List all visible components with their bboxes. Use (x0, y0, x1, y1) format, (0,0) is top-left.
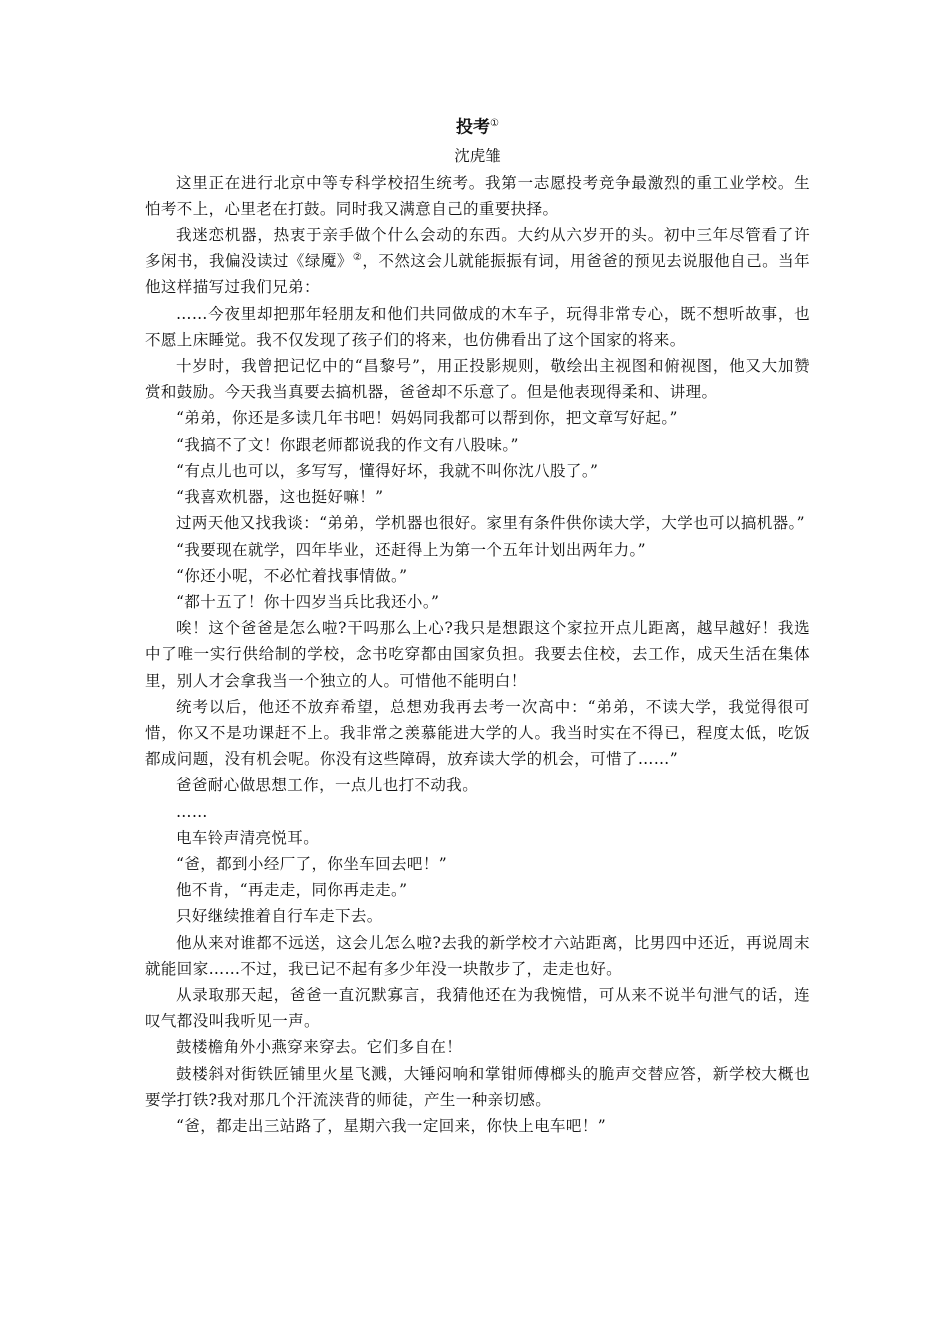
paragraph-2 (145, 222, 810, 301)
dialogue-line: “弟弟，你还是多读几年书吧！妈妈同我都可以帮到你，把文章写好起。” (176, 409, 678, 428)
paragraph-22: 从录取那天起，爸爸一直沉默寡言，我猜他还在为我惋惜，可从来不说半句泄气的话，连叹气都没叫我听见一声。 (145, 985, 810, 1031)
dialogue-line: “有点儿也可以，多写写，懂得好坏，我就不叫你沈八股了。” (176, 461, 599, 480)
footnote-mark-2: ② (352, 252, 363, 264)
paragraph-4: 十岁时，我曾把记忆中的“昌黎号”，用正投影规则，敬绘出主视图和俯视图，他又大加赞赏和鼓励。今天我当真要去搞机器，爸爸却不乐意了。但是他表现得柔和、讲理。 (145, 357, 810, 402)
title-footnote-mark: ① (490, 118, 499, 129)
paragraph-20: 只好继续推着自行车走下去。 (176, 907, 383, 926)
author-name: 沈虎雏 (454, 146, 501, 165)
paragraph-13: 唉！这个爸爸是怎么啦?干吗那么上心?我只是想跟这个家拉开点儿距离，越早越好！我选中了唯一实行供给制的学校，念书吃穿都由国家负担。我要去住校，去工作，成天生活在集体里，别人才会拿我当一个独立的人。可惜他不能明白！ (145, 619, 810, 690)
ellipsis-break: …… (176, 802, 208, 821)
paragraph-2-tail: ，不然这会儿就能振振有词，用爸爸的预见去说服他自己。当年他这样描写过我们兄弟： (145, 252, 811, 297)
paragraph-15: 爸爸耐心做思想工作，一点儿也打不动我。 (176, 776, 479, 795)
dialogue-line: “我搞不了文！你跟老师都说我的作文有八股味。” (176, 435, 519, 454)
paragraph-17: 电车铃声清亮悦耳。 (176, 828, 320, 847)
paragraph-14: 统考以后，他还不放弃希望，总想劝我再去考一次高中：“弟弟，不读大学，我觉得很可惜，你又不是功课赶不上。我非常之羡慕能进大学的人。我当时实在不得已，程度太低，吃饭都成问题，没有机会呢。你没有这些障碍，放弃读大学的机会，可惜了……” (145, 697, 810, 769)
title-text: 投考 (456, 117, 491, 138)
paragraph-21: 他从来对谁都不远送，这会儿怎么啦?去我的新学校才六站距离，比男四中还近，再说周末就能回家……不过，我已记不起有多少年没一块散步了，走走也好。 (145, 933, 810, 978)
paragraph-23: 鼓楼檐角外小燕穿来穿去。它们多自在！ (176, 1038, 463, 1057)
dialogue-line: “你还小呢，不必忙着找事情做。” (176, 566, 408, 585)
paragraph-2-head: 我迷恋机器，热衷于亲手做个什么会动的东西。大约从六岁开的头。初中三年尽管看了许多闲书，我偏没读过《绿魇》 (145, 226, 810, 271)
dialogue-line: “我要现在就学，四年毕业，还赶得上为第一个五年计划出两年力。” (176, 540, 647, 559)
article-title (145, 112, 810, 140)
dialogue-line: “爸，都到小经厂了，你坐车回去吧！” (176, 854, 448, 873)
dialogue-line: “爸，都走出三站路了，星期六我一定回来，你快上电车吧！” (176, 1116, 607, 1135)
paragraph-1: 这里正在进行北京中等专科学校招生统考。我第一志愿投考竞争最激烈的重工业学校。生怕考不上，心里老在打鼓。同时我又满意自己的重要抉择。 (145, 173, 810, 218)
paragraph-quote: ……今夜里却把那年轻朋友和他们共同做成的木车子，玩得非常专心，既不想听故事，也不愿上床睡觉。我不仅发现了孩子们的将来，也仿佛看出了这个国家的将来。 (145, 304, 810, 349)
paragraph-24: 鼓楼斜对街铁匠铺里火星飞溅，大锤闷响和掌钳师傅榔头的脆声交替应答，新学校大概也要学打铁?我对那几个汗流浃背的师徒，产生一种亲切感。 (145, 1064, 810, 1109)
dialogue-line: “我喜欢机器，这也挺好嘛！” (176, 488, 384, 507)
paragraph-9: 过两天他又找我谈：“弟弟，学机器也很好。家里有条件供你读大学，大学也可以搞机器。” (176, 514, 806, 533)
dialogue-line: “都十五了！你十四岁当兵比我还小。” (176, 592, 440, 611)
dialogue-line: 他不肯，“再走走，同你再走走。” (176, 881, 408, 900)
document-page (145, 112, 810, 1139)
